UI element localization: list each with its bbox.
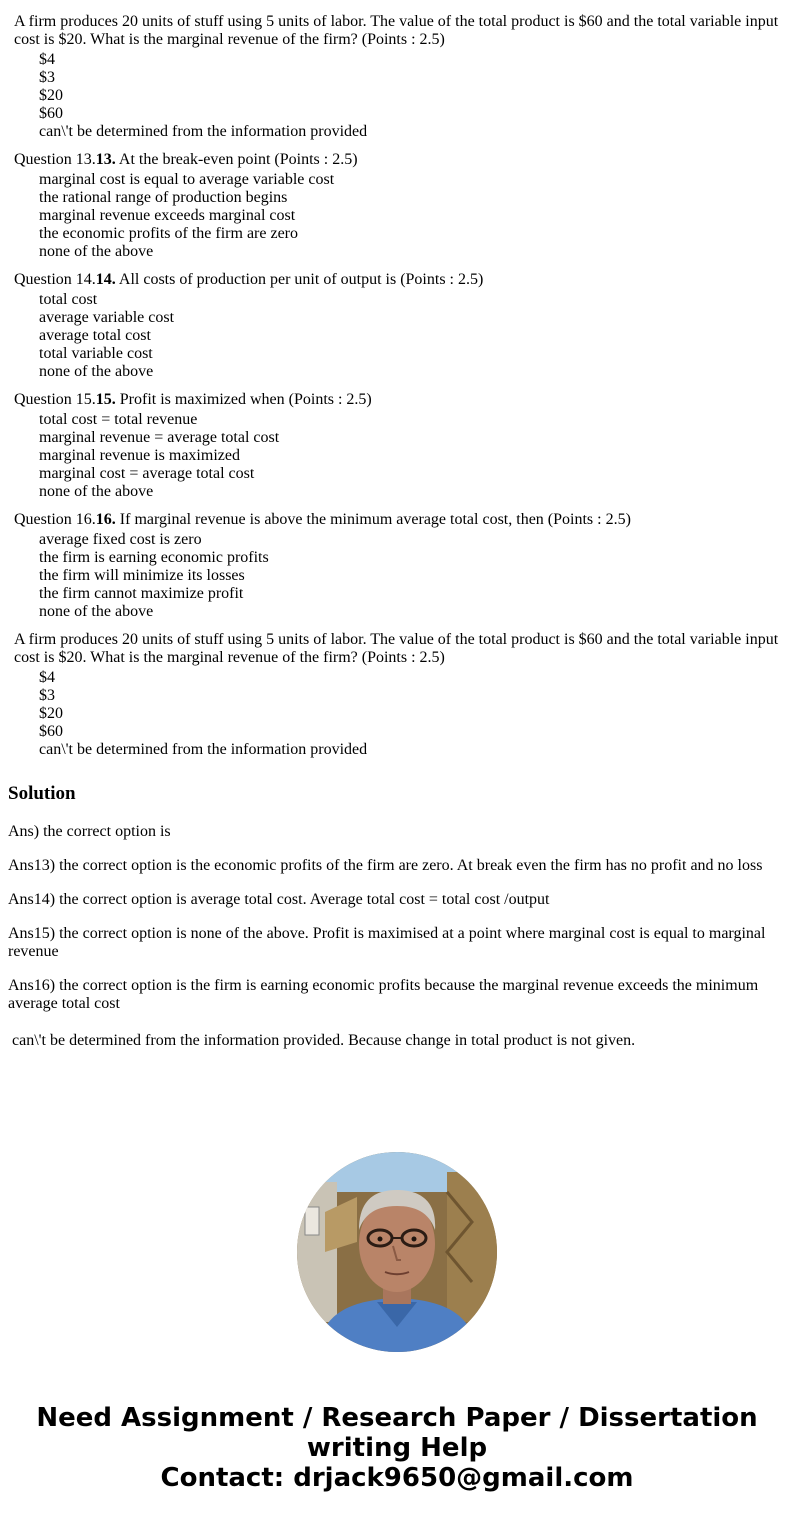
promo-banner <box>0 1403 794 1493</box>
answer-option: $20 <box>39 705 63 722</box>
answer-options <box>39 51 784 141</box>
answer-option: $20 <box>39 87 63 104</box>
answer-option: $4 <box>39 669 55 686</box>
answer-option: the firm is earning economic profits <box>39 549 269 566</box>
solution-heading: Solution <box>8 783 76 804</box>
answer-option: total cost <box>39 291 98 308</box>
answer-paragraph: Ans15) the correct option is none of the above. Profit is maximised at a point where marginal cost is equal to marginal revenue <box>8 925 766 960</box>
answer-paragraph: Ans13) the correct option is the economic profits of the firm are zero. At break even the firm has no profit and no loss <box>8 857 763 874</box>
answer-option: none of the above <box>39 483 154 500</box>
answer-option: marginal revenue = average total cost <box>39 429 280 446</box>
answer-option: total cost = total revenue <box>39 411 198 428</box>
answer-option: none of the above <box>39 363 154 380</box>
answer-option: average total cost <box>39 327 151 344</box>
question-block <box>14 13 784 141</box>
question-stem: Question 15.15. Profit is maximized when (Points : 2.5) <box>14 391 372 408</box>
question-block <box>14 631 784 759</box>
answer-paragraph: Ans16) the correct option is the firm is earning economic profits because the marginal revenue exceeds the minimum average total cost <box>8 977 759 1012</box>
question-stem: A firm produces 20 units of stuff using 5 units of labor. The value of the total product is $60 and the total variable input cost is $20. What is the marginal revenue of the firm? (Points : 2.5) <box>14 631 779 666</box>
answer-options <box>39 669 784 759</box>
answer-option: marginal cost = average total cost <box>39 465 255 482</box>
question-block <box>14 391 784 501</box>
promo-line: writing Help <box>306 1433 488 1463</box>
answer-option: can\'t be determined from the information provided <box>39 123 368 140</box>
author-photo <box>297 1152 497 1352</box>
contact-email: Contact: drjack9650@gmail.com <box>160 1463 634 1493</box>
question-stem: Question 16.16. If marginal revenue is above the minimum average total cost, then (Points : 2.5) <box>14 511 631 528</box>
answer-options <box>39 411 784 501</box>
answer-options <box>39 531 784 621</box>
question-block <box>14 511 784 621</box>
answer-option: $3 <box>39 687 55 704</box>
answer-paragraph: Ans14) the correct option is average total cost. Average total cost = total cost /output <box>8 891 550 908</box>
answer-options <box>39 291 784 381</box>
answer-option: marginal revenue exceeds marginal cost <box>39 207 296 224</box>
answer-option: $3 <box>39 69 55 86</box>
answer-paragraph: can\'t be determined from the information provided. Because change in total product is not given. <box>8 1032 636 1049</box>
answer-option: the rational range of production begins <box>39 189 288 206</box>
answer-option: can\'t be determined from the information provided <box>39 741 368 758</box>
answer-option: marginal revenue is maximized <box>39 447 240 464</box>
answer-option: the economic profits of the firm are zero <box>39 225 298 242</box>
question-stem: Question 14.14. All costs of production per unit of output is (Points : 2.5) <box>14 271 484 288</box>
answer-option: $60 <box>39 105 63 122</box>
answer-option: total variable cost <box>39 345 153 362</box>
question-stem: Question 13.13. At the break-even point (Points : 2.5) <box>14 151 358 168</box>
answer-option: $4 <box>39 51 55 68</box>
answer-option: marginal cost is equal to average variable cost <box>39 171 335 188</box>
answer-options <box>39 171 784 261</box>
question-stem: A firm produces 20 units of stuff using 5 units of labor. The value of the total product is $60 and the total variable input cost is $20. What is the marginal revenue of the firm? (Points : 2.5) <box>14 13 779 48</box>
answer-paragraph: Ans) the correct option is <box>8 823 171 840</box>
question-block <box>14 271 784 381</box>
portrait-illustration <box>297 1152 497 1352</box>
answer-option: average fixed cost is zero <box>39 531 202 548</box>
answer-option: the firm cannot maximize profit <box>39 585 244 602</box>
promo-line: Need Assignment / Research Paper / Dissertation <box>36 1403 758 1433</box>
question-block <box>14 151 784 261</box>
answer-option: $60 <box>39 723 63 740</box>
answer-option: the firm will minimize its losses <box>39 567 245 584</box>
answer-option: none of the above <box>39 243 154 260</box>
answer-option: average variable cost <box>39 309 175 326</box>
answer-option: none of the above <box>39 603 154 620</box>
